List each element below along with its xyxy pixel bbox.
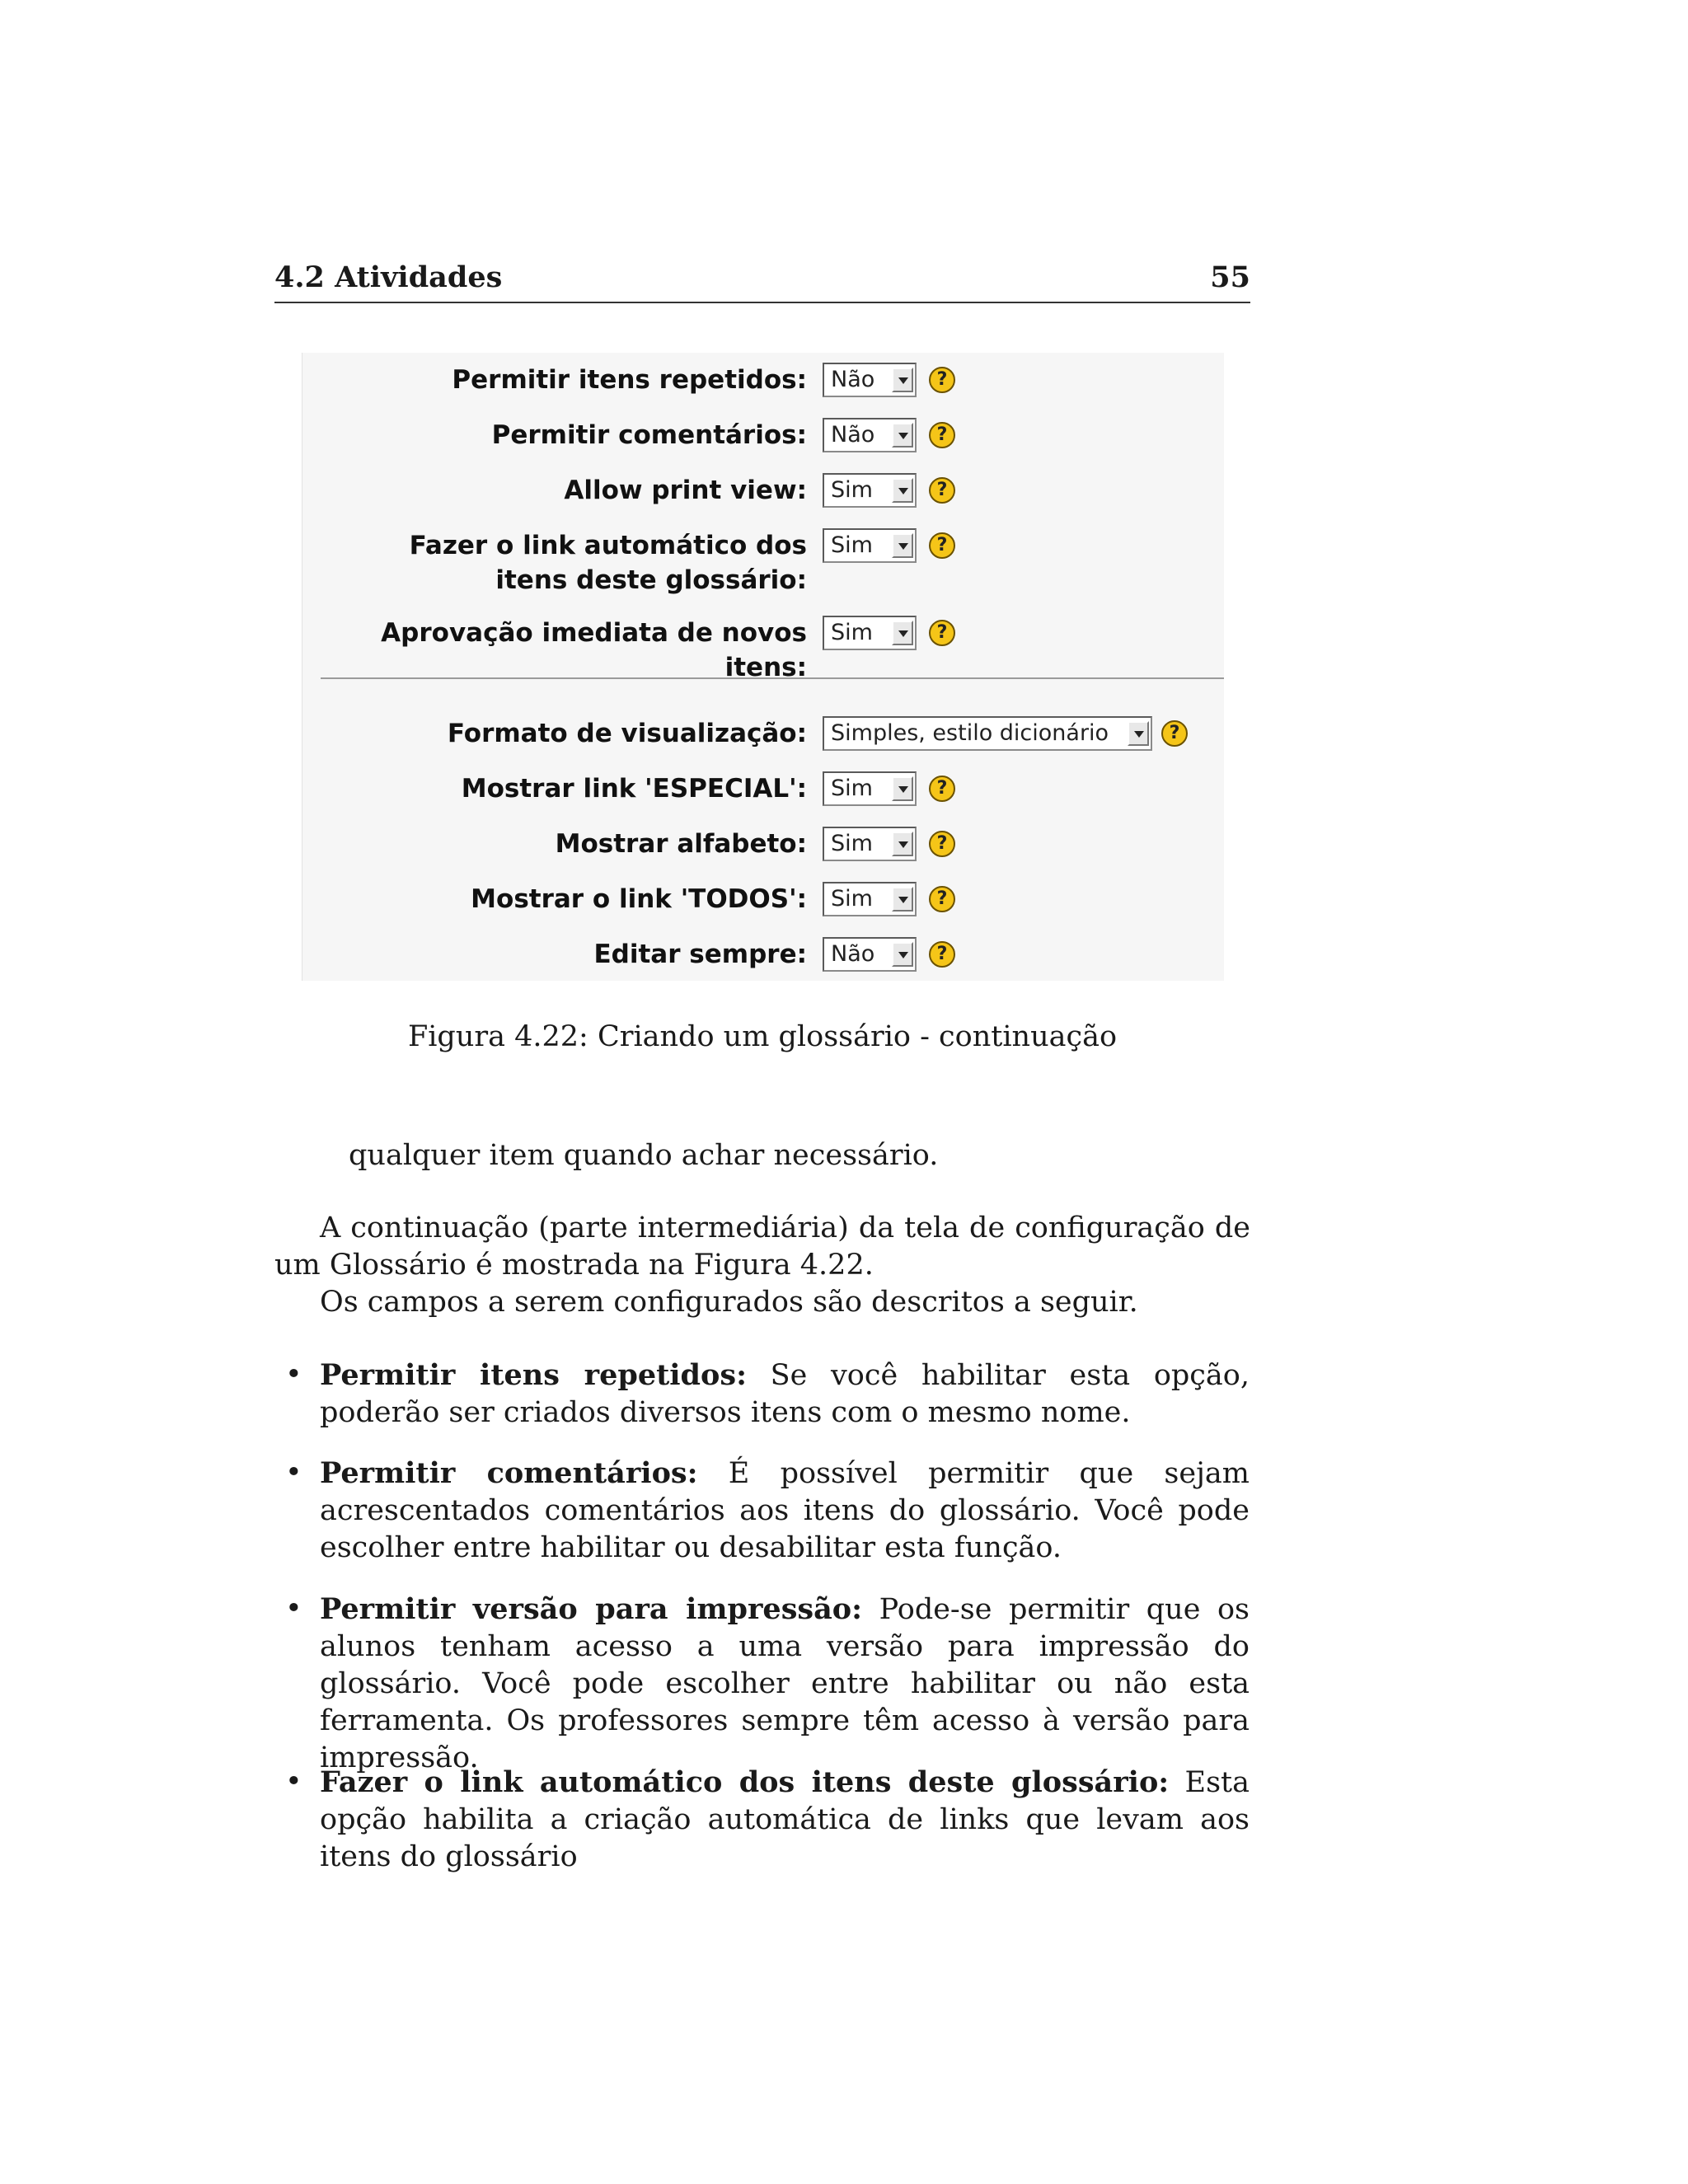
help-icon[interactable]: ? [929,941,955,968]
glossary-settings-figure [302,353,1224,981]
field-label: Mostrar alfabeto: [555,829,807,859]
auto-link-select[interactable]: Sim [823,528,917,563]
field-label: Aprovação imediata de novos itens: [381,618,807,682]
chevron-down-icon[interactable] [892,776,913,801]
chevron-down-icon[interactable] [892,368,913,392]
bullet-term: Permitir itens repetidos: [320,1358,747,1392]
alphabet-select[interactable]: Sim [823,827,917,861]
chevron-down-icon[interactable] [892,533,913,558]
fields-intro: Os campos a serem configurados são descritos a seguir. [320,1286,1138,1319]
immediate-approval-select[interactable]: Sim [823,616,917,650]
field-label: Permitir comentários: [491,420,807,450]
bullet-text: Pode-se permitir que os alunos tenham acesso a uma versão para impressão do glossário. Você pode escolher entre habilitar ou não esta ferramenta. Os professores sempre têm acesso à versão para impressão. [320,1593,1250,1774]
help-icon[interactable]: ? [929,831,955,857]
bullet-term: Permitir comentários: [320,1456,698,1490]
chevron-down-icon[interactable] [892,887,913,912]
bullet-term: Fazer o link automático dos itens deste glossário: [320,1765,1170,1799]
field-label: Mostrar link 'ESPECIAL': [461,774,807,804]
section-title: 4.2 Atividades [274,260,503,294]
help-icon[interactable]: ? [929,477,955,504]
continuation-line: qualquer item quando achar necessário. [349,1139,939,1172]
bullet-term: Permitir versão para impressão: [320,1592,863,1626]
list-item [285,1591,1250,1777]
special-link-select[interactable]: Sim [823,771,917,806]
help-icon[interactable]: ? [929,886,955,912]
help-icon[interactable]: ? [929,422,955,448]
list-item [285,1357,1250,1432]
bullet-text: Esta opção habilita a criação automática de links que levam aos itens do glossário [320,1766,1250,1873]
field-label: Permitir itens repetidos: [452,365,807,395]
always-edit-select[interactable]: Não [823,937,917,972]
bullet-icon: • [285,1765,302,1798]
print-view-select[interactable]: Sim [823,473,917,508]
field-label: Allow print view: [564,476,807,505]
running-header [274,260,1250,303]
bullet-text: É possível permitir que sejam acrescentados comentários aos itens do glossário. Você pode escolher entre habilitar ou desabilitar esta função. [320,1457,1250,1564]
chevron-down-icon[interactable] [892,832,913,856]
field-label: Fazer o link automático dos itens deste glossário: [409,531,807,595]
help-icon[interactable]: ? [929,776,955,802]
page-number: 55 [1210,260,1250,294]
chevron-down-icon[interactable] [892,423,913,448]
help-icon[interactable]: ? [929,532,955,559]
bullet-icon: • [285,1592,302,1625]
field-label: Mostrar o link 'TODOS': [471,884,807,914]
list-item [285,1455,1250,1567]
list-item [285,1764,1250,1876]
chevron-down-icon[interactable] [892,478,913,503]
display-format-select[interactable]: Simples, estilo dicionário [823,716,1152,751]
chevron-down-icon[interactable] [892,621,913,645]
help-icon[interactable]: ? [929,367,955,393]
field-label: Editar sempre: [593,940,807,969]
bullet-icon: • [285,1456,302,1489]
section-divider [321,677,1224,679]
allow-comments-select[interactable]: Não [823,418,917,452]
chevron-down-icon[interactable] [1128,721,1149,746]
help-icon[interactable]: ? [1161,720,1188,747]
field-label: Formato de visualização: [447,719,807,748]
chevron-down-icon[interactable] [892,942,913,967]
intro-paragraph: A continuação (parte intermediária) da tela de configuração de um Glossário é mostrada na Figura 4.22. [274,1212,1250,1282]
bullet-text: Se você habilitar esta opção, poderão ser criados diversos itens com o mesmo nome. [320,1359,1250,1429]
allow-duplicates-select[interactable]: Não [823,363,917,397]
bullet-icon: • [285,1358,302,1391]
figure-caption: Figura 4.22: Criando um glossário - continuação [407,1020,1118,1053]
help-icon[interactable]: ? [929,620,955,646]
all-link-select[interactable]: Sim [823,882,917,916]
